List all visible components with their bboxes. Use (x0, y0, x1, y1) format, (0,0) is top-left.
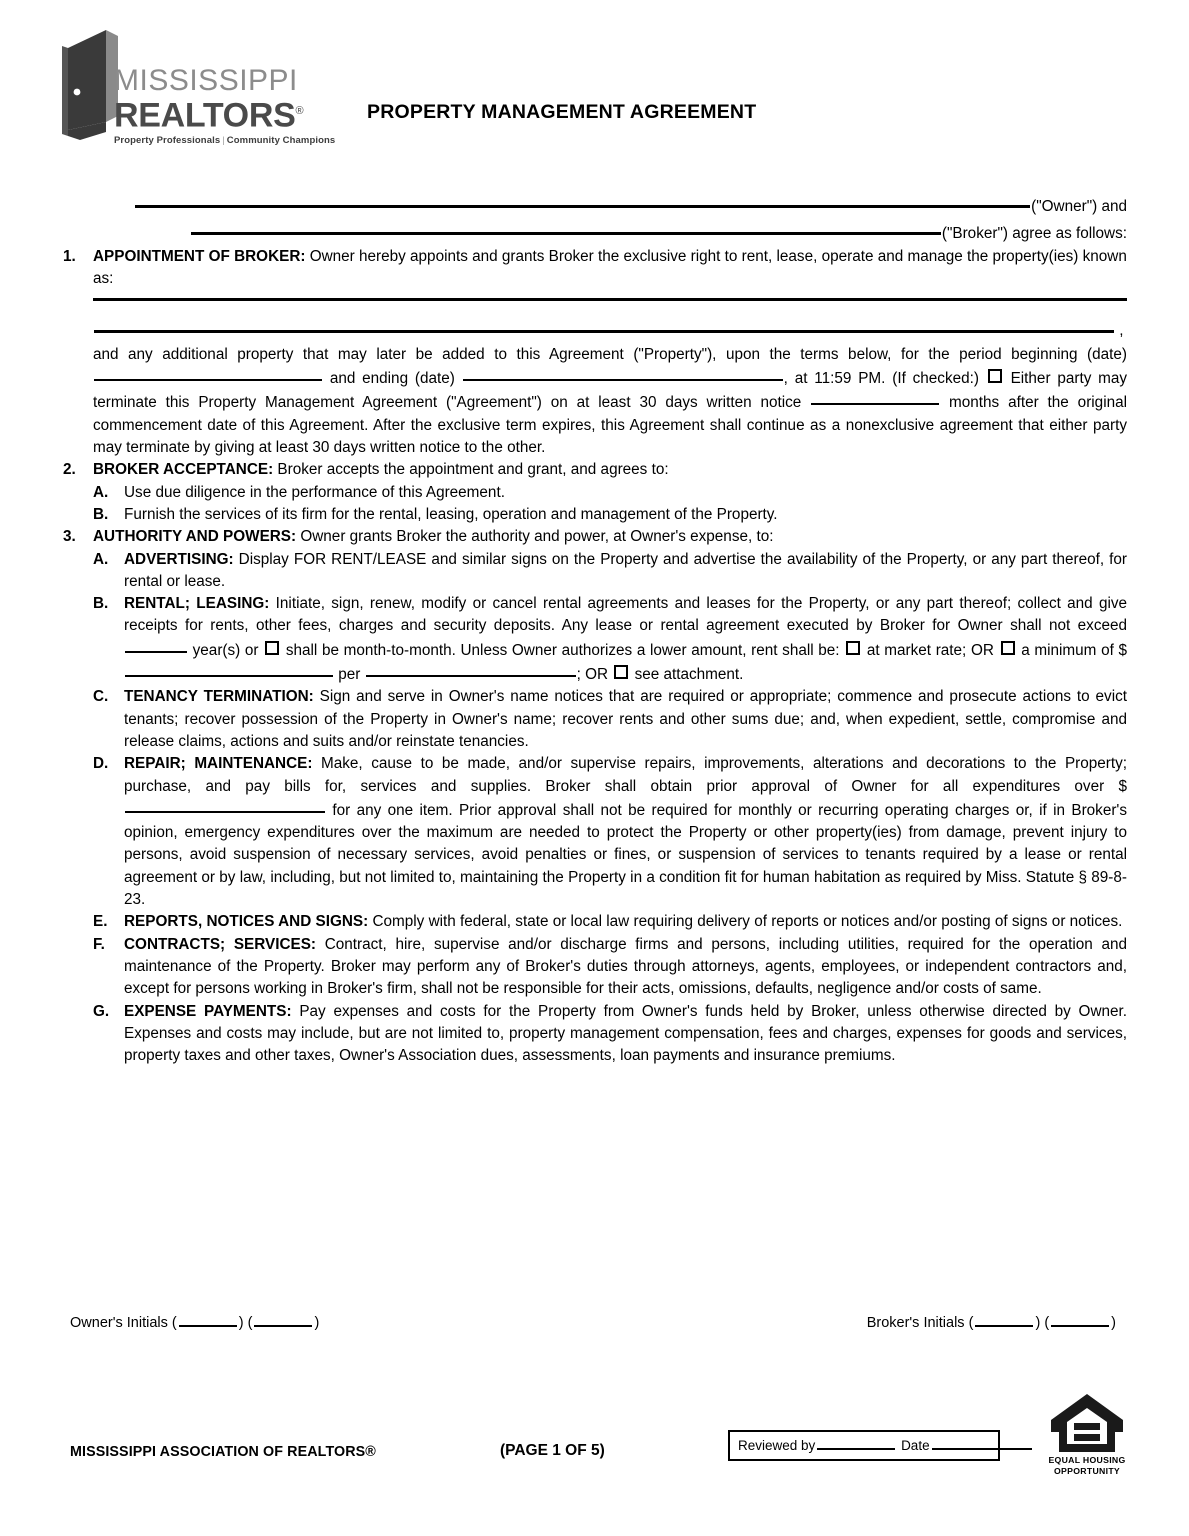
equal-housing-opportunity-logo (1032, 1392, 1142, 1476)
eho-label-line1: EQUAL HOUSING (1048, 1455, 1126, 1465)
section-3-item-f (93, 934, 1127, 1001)
document-body (63, 192, 1127, 1067)
section-3-item-b-text-2: year(s) or (192, 641, 259, 659)
section-2-item-b-text: Furnish the services of its firm for the rental, leasing, operation and management of the Property. (124, 505, 778, 523)
tagline-left: Property Professionals (114, 135, 221, 147)
section-3-item-d-heading: REPAIR; MAINTENANCE: (124, 755, 313, 773)
reviewed-by-label: Reviewed by (738, 1437, 816, 1453)
logo-realtors-text: REALTORS (114, 96, 296, 135)
broker-suffix-label: ("Broker") agree as follows: (941, 225, 1127, 242)
initials-row (70, 1314, 1119, 1336)
section-2-item-a-text: Use due diligence in the performance of this Agreement. (124, 483, 505, 501)
section-3-item-a-text: Display FOR RENT/LEASE and similar signs on the Property and advertise the availability of the Property, or any part thereof, for rental or lease. (124, 550, 1128, 590)
minimum-rent-amount-fill-line[interactable] (125, 662, 333, 677)
owner-initials-paren-close-2: ) (314, 1314, 320, 1331)
section-3-number: 3. (63, 528, 76, 546)
section-3-item-g (93, 1001, 1127, 1068)
owner-initials-paren-open-1: ( (171, 1314, 177, 1331)
section-1-text-a: and any additional property that may later be added to this Agreement ("Property"), upon the terms below, for the period beginning (date) (93, 345, 1127, 363)
section-3-item-g-text: Pay expenses and costs for the Property from Owner's funds held by Broker, unless otherwise directed by Owner. Expenses and costs may include, but are not limited to, property management compensation, fees and charges, expenses for goods and services, property taxes and other taxes, Owner's Association dues, assessments, loan payments and insurance premiums. (124, 1002, 1128, 1065)
section-2-item-b (93, 504, 1127, 526)
review-date-label: Date (901, 1437, 930, 1453)
broker-initials-group (867, 1314, 1116, 1331)
broker-initials-label: Broker's Initials (866, 1314, 965, 1331)
broker-name-fill-line[interactable] (191, 219, 941, 235)
section-3-item-c-text: Sign and serve in Owner's name notices that are required or appropriate; commence and prosecute actions to evict tenants; recover possession of the Property in Owner's name; recover rents and other sums due; and, when expedient, settle, compromise and release claims, actions and suits and/or reinstate tenancies. (124, 688, 1128, 750)
section-3 (63, 526, 1127, 1067)
review-date-fill-line[interactable] (932, 1437, 1032, 1450)
mississippi-realtors-logo (62, 26, 337, 166)
section-3-item-c (93, 686, 1127, 753)
section-2-item-a-letter: A. (93, 483, 109, 501)
owner-initials-fill-line-2[interactable] (254, 1314, 312, 1327)
reviewed-by-box (728, 1430, 1000, 1461)
section-1-intro: Owner hereby appoints and grants Broker the exclusive right to rent, lease, operate and manage the property(ies) known as: (93, 248, 1127, 288)
section-1-text-c: , at 11:59 PM. (783, 370, 886, 388)
section-3-item-d (93, 753, 1127, 911)
footer-page-number: (PAGE 1 OF 5) (500, 1442, 605, 1459)
section-3-item-a-heading: ADVERTISING: (124, 550, 234, 568)
section-3-item-a (93, 549, 1127, 594)
section-3-item-f-text: Contract, hire, supervise and/or discharge firms and persons, including utilities, required for the operation and maintenance of the Property. Broker may perform any of Broker's duties through attorneys, agents, employees, or independent contractors and, except for persons working in Broker's firm, shall not be responsible for their acts, omissions, defaults, negligence and/or costs of same. (124, 935, 1128, 998)
month-to-month-checkbox[interactable] (265, 641, 279, 655)
expenditure-limit-fill-line[interactable] (125, 798, 325, 813)
section-3-item-b-text-7: ; OR (576, 666, 609, 684)
section-3-item-b-text-8: see attachment. (634, 666, 744, 684)
footer-organization: MISSISSIPPI ASSOCIATION OF REALTORS® (70, 1444, 376, 1460)
owner-initials-label: Owner's Initials (70, 1314, 168, 1331)
section-3-line1 (93, 526, 1127, 548)
owner-initials-paren-close-1: ) (238, 1314, 244, 1331)
section-3-item-f-heading: CONTRACTS; SERVICES: (124, 935, 317, 953)
section-1-number: 1. (63, 248, 76, 265)
owner-suffix-label: ("Owner") and (1031, 198, 1127, 215)
minimum-rent-checkbox[interactable] (1001, 641, 1015, 655)
property-fill-row-2 (93, 317, 1127, 342)
section-3-item-b (93, 593, 1127, 686)
section-2-line1 (93, 459, 1127, 481)
section-3-item-b-heading: RENTAL; LEASING: (124, 595, 270, 613)
owner-initials-fill-line-1[interactable] (179, 1314, 237, 1327)
section-3-heading: AUTHORITY AND POWERS: (93, 528, 297, 546)
section-1-text-f: months after the original commencement date of this Agreement. After the exclusive term expires, this Agreement shall continue as a nonexclusive agreement that either party may terminate by giving at least 30 days written notice to the other. (93, 394, 1128, 457)
section-1-text-b: and ending (date) (329, 370, 455, 388)
owner-name-fill-line[interactable] (135, 192, 1030, 208)
logo-wordmark (114, 66, 344, 147)
owner-party-line (63, 192, 1127, 219)
broker-initials-paren-close-2: ) (1111, 1314, 1116, 1331)
reviewed-by-content (738, 1437, 1034, 1453)
broker-initials-paren-open-2: ( (1044, 1314, 1050, 1331)
beginning-date-fill-line[interactable] (94, 366, 322, 381)
section-1-line1 (93, 246, 1127, 291)
registered-mark-icon: ® (295, 105, 304, 117)
section-3-item-c-letter: C. (93, 688, 109, 706)
owner-initials-paren-open-2: ( (247, 1314, 253, 1331)
section-3-item-g-heading: EXPENSE PAYMENTS: (124, 1002, 292, 1020)
section-3-item-b-text-4: at market rate; OR (866, 641, 994, 659)
section-3-item-d-letter: D. (93, 755, 109, 773)
section-3-item-b-text-3: shall be month-to-month. Unless Owner authorizes a lower amount, rent shall be: (285, 641, 840, 659)
property-fill-line-2[interactable] (94, 317, 1114, 333)
tagline-right: Community Champions (226, 135, 336, 147)
section-3-item-b-text-1: Initiate, sign, renew, modify or cancel rental agreements and leases for the Property, or any part thereof; collect and give receipts for rents, other fees, charges and security deposits. Any lease or rental agreement executed by Broker for Owner shall not exceed (124, 595, 1128, 635)
section-3-intro: Owner grants Broker the authority and power, at Owner's expense, to: (300, 528, 774, 546)
section-3-item-d-text-1: Make, cause to be made, and/or supervise repairs, improvements, alterations and decorations to the Property; purchase, and pay bills for, services and supplies. Broker shall obtain prior approval of Owner for all expenditures over $ (124, 755, 1128, 795)
market-rate-checkbox[interactable] (846, 641, 860, 655)
ending-date-fill-line[interactable] (463, 366, 783, 381)
document-footer (0, 1420, 1189, 1520)
document-header (62, 26, 1134, 166)
section-1 (63, 246, 1127, 459)
section-3-item-a-letter: A. (93, 550, 109, 568)
section-3-item-e-text: Comply with federal, state or local law requiring delivery of reports or notices and/or posting of signs or notices. (372, 913, 1123, 931)
broker-initials-fill-line-2[interactable] (1051, 1314, 1109, 1327)
broker-initials-paren-close-1: ) (1035, 1314, 1041, 1331)
broker-initials-fill-line-1[interactable] (975, 1314, 1033, 1327)
rent-period-fill-line[interactable] (366, 662, 576, 677)
broker-party-line (63, 219, 1127, 246)
lease-years-fill-line[interactable] (125, 638, 187, 653)
tagline-separator: | (222, 135, 225, 147)
section-3-item-g-letter: G. (93, 1002, 110, 1020)
section-3-item-d-text-2: for any one item. Prior approval shall not be required for monthly or recurring operating charges or, if in Broker's opinion, emergency expenditures over the maximum are needed to protect the Property or other property(ies) from damage, prevent injury to persons, avoid suspension of necessary services, avoid penalties or fines, or suspension of services to tenants required by a lease or rental agreement or by law, including, but not limited to, maintaining the Property in a condition fit for human habitation as required by Miss. Statute § 89-8-23. (124, 801, 1128, 909)
section-3-item-e-letter: E. (93, 913, 108, 931)
broker-initials-paren-open-1: ( (968, 1314, 974, 1331)
logo-tagline (114, 135, 344, 147)
eho-label-line2: OPPORTUNITY (1053, 1466, 1121, 1476)
section-2-intro: Broker accepts the appointment and grant, and agrees to: (277, 461, 669, 479)
logo-line-realtors (114, 94, 344, 135)
section-1-heading: APPOINTMENT OF BROKER: (93, 248, 306, 265)
section-2-item-b-letter: B. (93, 505, 109, 523)
section-2 (63, 459, 1127, 526)
equal-housing-house-icon (1049, 1392, 1125, 1454)
section-3-item-b-letter: B. (93, 595, 109, 613)
section-3-item-f-letter: F. (93, 935, 105, 953)
section-1-text-e: Either party may terminate this Property Management Agreement ("Agreement") on at least 30 days written notice (93, 370, 1128, 412)
page-title: PROPERTY MANAGEMENT AGREEMENT (367, 101, 757, 123)
section-2-item-a (93, 482, 1127, 504)
either-party-terminate-checkbox[interactable] (988, 369, 1002, 383)
reviewed-by-fill-line[interactable] (817, 1437, 895, 1450)
owner-initials-group (70, 1314, 319, 1331)
see-attachment-checkbox[interactable] (614, 665, 628, 679)
section-1-text-d: (If checked:) (892, 370, 979, 388)
section-2-heading: BROKER ACCEPTANCE: (93, 461, 274, 479)
logo-line-mississippi: MISSISSIPPI (114, 64, 298, 97)
section-3-item-b-text-6: per (338, 666, 361, 684)
property-trailing-comma: , (1119, 321, 1124, 339)
section-3-item-e (93, 911, 1127, 933)
section-3-item-e-heading: REPORTS, NOTICES AND SIGNS: (124, 913, 369, 931)
notice-months-fill-line[interactable] (811, 390, 939, 405)
section-2-number: 2. (63, 461, 76, 479)
section-3-item-c-heading: TENANCY TERMINATION: (124, 688, 314, 706)
section-1-paragraph (93, 344, 1127, 459)
section-3-item-b-text-5: a minimum of $ (1021, 641, 1127, 659)
